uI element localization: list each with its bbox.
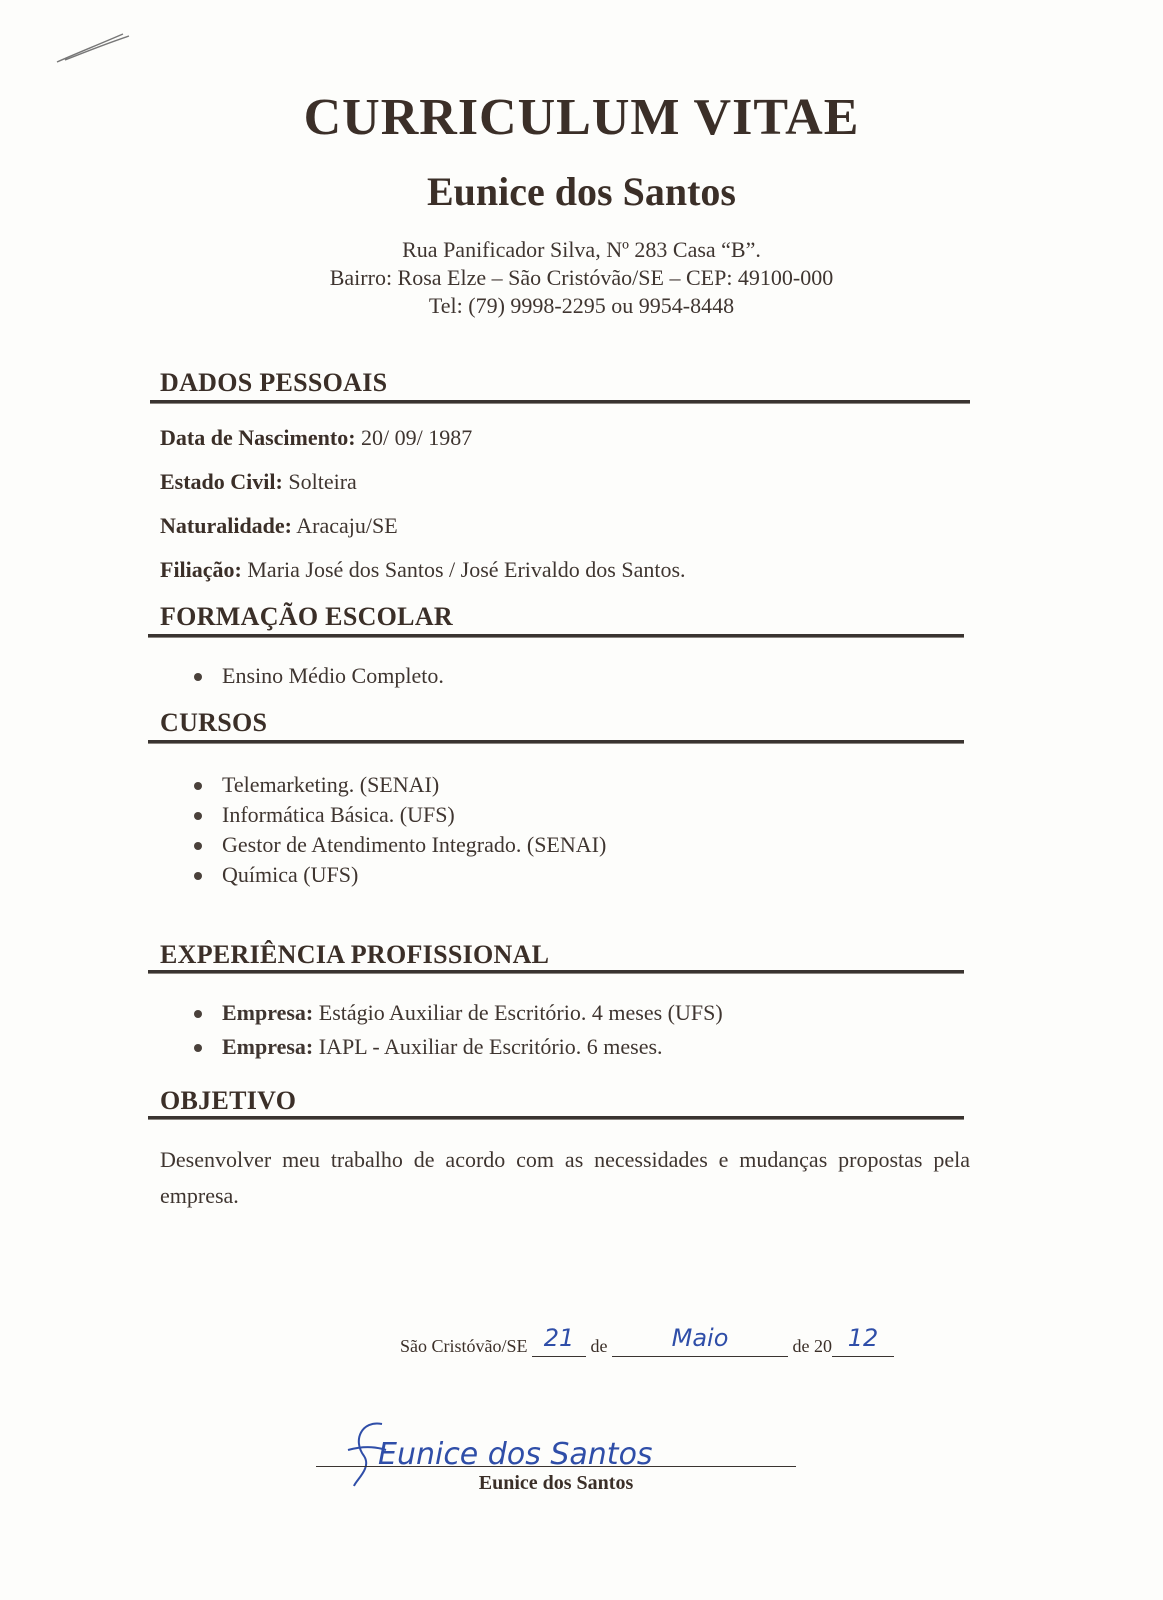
date-day: 21 [532,1326,586,1357]
list-item: Ensino Médio Completo. [188,661,444,691]
section-rule [148,634,964,638]
field-value: Maria José dos Santos / José Erivaldo dos Santos. [241,557,686,582]
date-line [400,1326,894,1357]
section-heading-experiencia: EXPERIÊNCIA PROFISSIONAL [160,940,550,969]
list-item: Química (UFS) [188,860,606,890]
item-value: Estágio Auxiliar de Escritório. 4 meses (UFS) [313,1000,723,1025]
list-item [188,1032,723,1062]
field-label: Filiação: [160,557,242,582]
field-value: 20/ 09/ 1987 [355,425,473,450]
item-label: Empresa: [222,1034,314,1059]
field-label: Estado Civil: [160,469,283,494]
candidate-name: Eunice dos Santos [427,169,736,214]
item-label: Empresa: [222,1000,314,1025]
section-rule [150,400,970,404]
section-heading-cursos: CURSOS [160,708,268,737]
date-month: Maio [612,1326,788,1357]
document-title: CURRICULUM VITAE [303,89,860,146]
signature-line [316,1466,796,1467]
section-rule [148,970,964,974]
list-item: Gestor de Atendimento Integrado. (SENAI) [188,830,606,860]
section-rule [148,740,964,744]
education-list [188,661,444,691]
item-value: IAPL - Auxiliar de Escritório. 6 meses. [313,1034,663,1059]
address-line: Rua Panificador Silva, Nº 283 Casa “B”. [402,237,761,262]
field-birthplace [160,513,398,539]
signer-name: Eunice dos Santos [478,1472,634,1494]
date-place: São Cristóvão/SE [400,1336,528,1356]
field-marital-status [160,469,357,495]
date-year-suffix: 12 [832,1326,894,1357]
pen-mark-icon [55,28,135,68]
phone-line: Tel: (79) 9998-2295 ou 9954-8448 [428,293,735,318]
field-value: Solteira [282,469,357,494]
field-birth-date [160,425,472,451]
field-label: Data de Nascimento: [160,425,356,450]
signature-text: Eunice dos Santos [378,1437,653,1472]
section-rule [148,1116,964,1120]
section-heading-dados-pessoais: DADOS PESSOAIS [160,368,388,397]
courses-list [188,770,606,890]
date-de-year-prefix: de 20 [792,1336,833,1356]
address-line: Bairro: Rosa Elze – São Cristóvão/SE – CEP: 49100-000 [329,265,834,290]
field-value: Aracaju/SE [292,513,398,538]
objective-text: Desenvolver meu trabalho de acordo com as necessidades e mudanças propostas pela empresa. [160,1147,970,1208]
section-heading-formacao: FORMAÇÃO ESCOLAR [160,602,453,631]
date-de: de [590,1336,608,1356]
experience-list [188,998,723,1062]
contact-block [0,236,1163,320]
section-heading-objetivo: OBJETIVO [160,1086,297,1115]
list-item: Informática Básica. (UFS) [188,800,606,830]
list-item: Telemarketing. (SENAI) [188,770,606,800]
field-parents [160,557,686,583]
field-label: Naturalidade: [160,513,292,538]
list-item [188,998,723,1032]
